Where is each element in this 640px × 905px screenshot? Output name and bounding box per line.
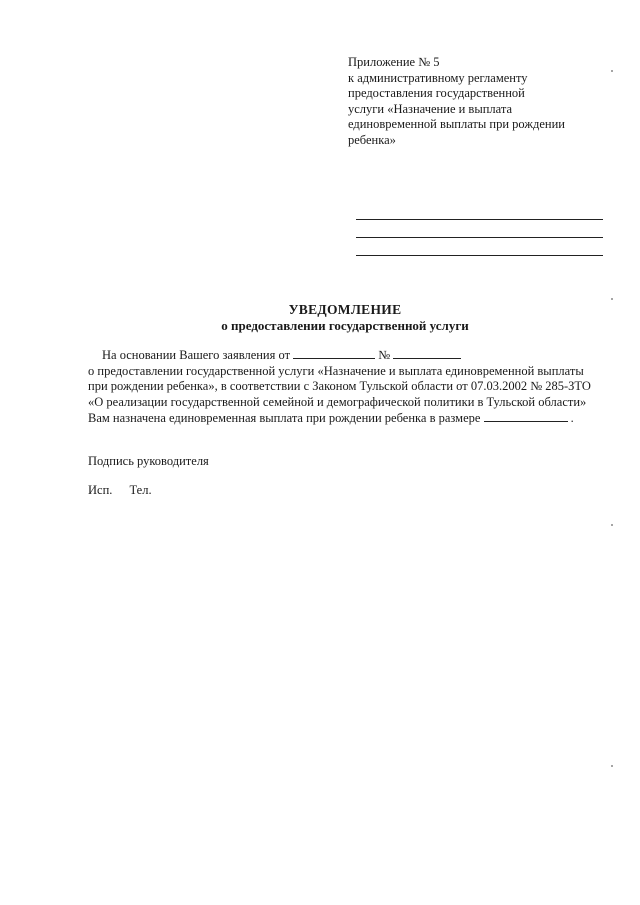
addressee-blank-line	[356, 237, 603, 238]
appendix-line: к административному регламенту	[348, 70, 528, 85]
executor-info	[88, 483, 152, 498]
notice-line-1	[88, 347, 608, 364]
notice-line-5	[88, 410, 608, 427]
payment-amount-prefix: Вам назначена единовременная выплата при рождении ребенка в размере	[88, 411, 481, 426]
scan-margin-mark	[611, 524, 613, 526]
scan-margin-mark	[611, 70, 613, 72]
number-sign: №	[378, 348, 391, 362]
payment-amount-suffix: .	[570, 411, 574, 426]
executor-label: Исп.	[88, 483, 113, 497]
phone-label: Тел.	[129, 483, 152, 497]
notice-subtitle: о предоставлении государственной услуги	[221, 318, 469, 333]
signature-label: Подпись руководителя	[88, 454, 209, 468]
notice-title: УВЕДОМЛЕНИЕ	[288, 302, 402, 317]
notice-line-2: о предоставлении государственной услуги «Назначение и выплата единовременной выплаты	[88, 363, 584, 378]
application-date-prefix: На основании Вашего заявления от	[102, 348, 291, 362]
appendix-line: единовременной выплаты при рождении	[348, 117, 565, 131]
payment-amount-blank	[484, 410, 568, 422]
appendix-header	[348, 55, 598, 148]
application-date-blank	[293, 347, 375, 359]
addressee-blank-lines	[356, 219, 603, 273]
addressee-blank-line	[356, 255, 603, 256]
appendix-line: ребенка»	[348, 132, 396, 147]
notice-body	[88, 347, 608, 427]
application-number-blank	[393, 347, 461, 359]
appendix-line: предоставления государственной	[348, 86, 525, 100]
appendix-line: услуги «Назначение и выплата	[348, 101, 513, 116]
notice-line-4: «О реализации государственной семейной и демографической политики в Тульской области»	[88, 394, 587, 409]
addressee-blank-line	[356, 219, 603, 220]
appendix-line: Приложение № 5	[348, 55, 440, 69]
scan-margin-mark	[611, 298, 613, 300]
scan-margin-mark	[611, 765, 613, 767]
notice-line-3: при рождении ребенка», в соответствии с Законом Тульской области от 07.03.2002 № 285-ЗТО	[88, 379, 591, 394]
